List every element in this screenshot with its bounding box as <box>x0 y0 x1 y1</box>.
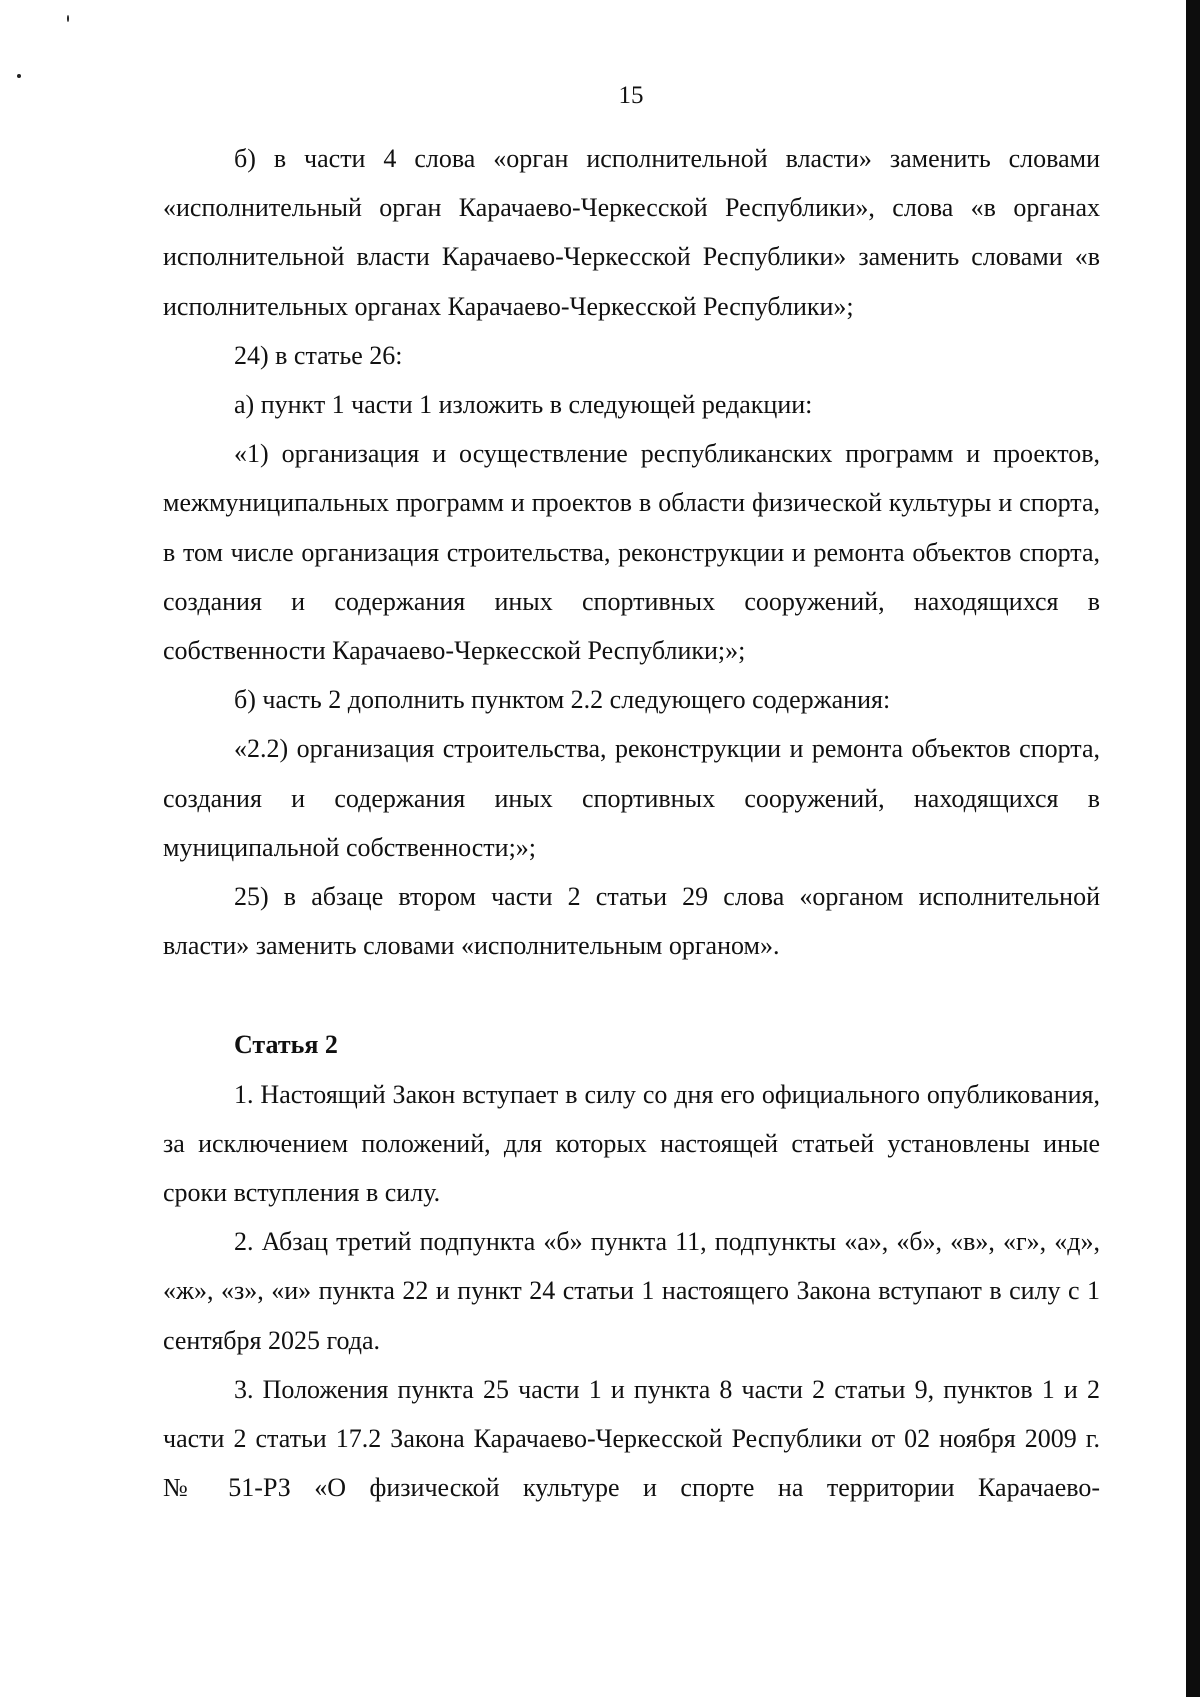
paragraph: а) пункт 1 части 1 изложить в следующей редакции: <box>234 390 813 420</box>
paragraph: «1) организация и осуществление республиканских программ и проектов, межмуниципальных программ и проектов в области физической культуры и спорта, в том числе организация строительства, реконструкции и ремонта объектов спорта, создания и содержания иных спортивных сооружений, находящихся в собственности Карачаево-Черкесской Республики;»; <box>163 439 1100 666</box>
scan-speck <box>67 15 69 22</box>
scan-edge-shadow <box>1186 0 1200 1697</box>
paragraph: «2.2) организация строительства, реконструкции и ремонта объектов спорта, создания и содержания иных спортивных сооружений, находящихся в муниципальной собственности;»; <box>163 734 1100 862</box>
paragraph: 1. Настоящий Закон вступает в силу со дня его официального опубликования, за исключением положений, для которых настоящей статьей установлены иные сроки вступления в силу. <box>163 1079 1100 1208</box>
document-body <box>163 134 1100 1512</box>
paragraph: 25) в абзаце втором части 2 статьи 29 слова «органом исполнительной власти» заменить словами «исполнительным органом». <box>163 882 1100 961</box>
article-heading: Статья 2 <box>234 1030 338 1060</box>
paragraph: 2. Абзац третий подпункта «б» пункта 11, подпункты «а», «б», «в», «г», «д», «ж», «з», «и» пункта 22 и пункт 24 статьи 1 настоящего Закона вступают в силу с 1 сентября 2025 года. <box>163 1227 1100 1355</box>
paragraph: 24) в статье 26: <box>234 340 403 370</box>
paragraph: б) в части 4 слова «орган исполнительной власти» заменить словами «исполнительный орган Карачаево-Черкесской Республики», слова «в органах исполнительной власти Карачаево-Черкесской Республики» заменить словами «в исполнительных органах Карачаево-Черкесской Республики»; <box>163 144 1100 321</box>
scan-speck <box>17 74 21 78</box>
paragraph: 3. Положения пункта 25 части 1 и пункта 8 части 2 статьи 9, пунктов 1 и 2 части 2 статьи 17.2 Закона Карачаево-Черкесской Республики от 02 ноября 2009 г. № 51-РЗ «О физической культуре и спорте на территории Карачаево- <box>163 1374 1100 1503</box>
page-number: 15 <box>618 82 644 109</box>
paragraph: б) часть 2 дополнить пунктом 2.2 следующего содержания: <box>234 685 891 715</box>
